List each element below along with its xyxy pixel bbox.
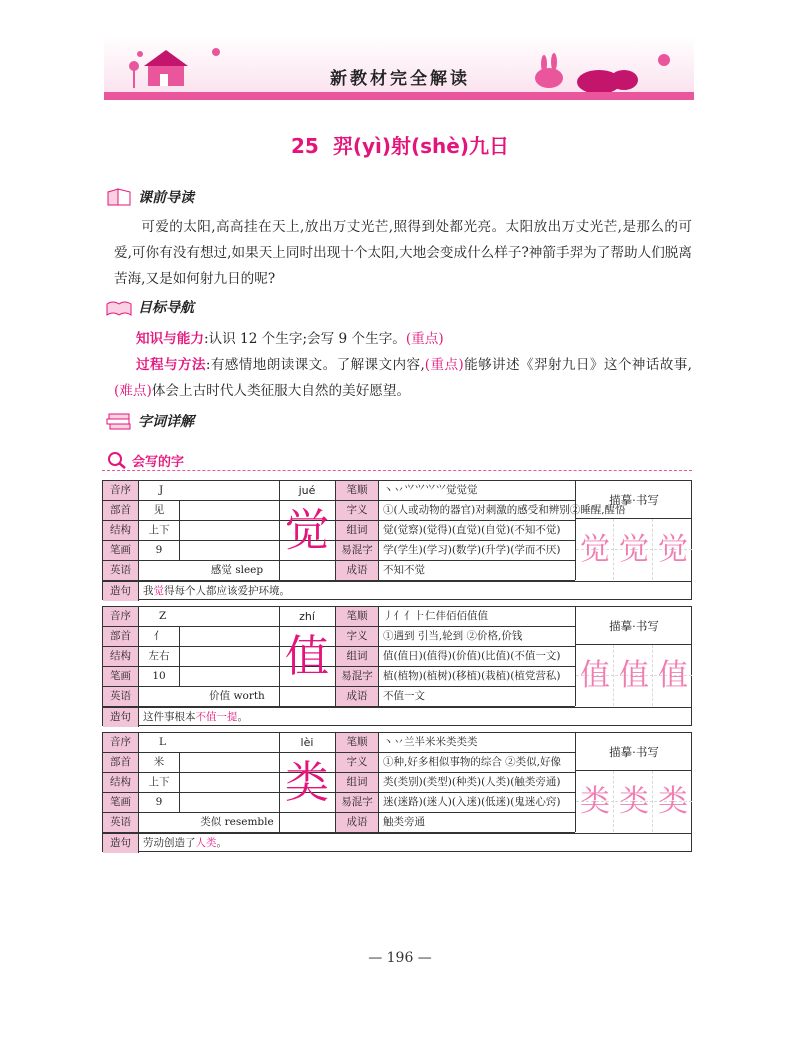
- writing-chars-heading: [106, 450, 184, 470]
- row-sentence: 造句 我觉得每个人都应该爱护环境。: [103, 581, 691, 601]
- goal-line-1: [114, 326, 692, 352]
- practice-grid[interactable]: 描摹·书写 值 值 值: [575, 607, 692, 706]
- char-card-lei: 音序 L 笔顺 丶丷兰半米米类类类 lèi 部首 米 字义 ①种,好多相似事物的综合 ②类似,好像 结构 上下 组词 类(类别)(类型)(种类)(人类)(触类旁通) 笔画 9 易混字 迷(迷路)(迷人)(入迷)(低迷)(鬼迷心窍) 英语 类似 resemble 成语 触类旁通 造句 劳动创造了人类。 类 描摹·书写 类 类 类: [102, 732, 692, 852]
- row-pinyin: 音序 J 笔顺 丶丷⺍⺍⺍⺍觉觉觉: [103, 481, 575, 501]
- lesson-number: 25: [290, 134, 319, 158]
- goal-text-process-b: 能够讲述《羿射九日》这个神话故事,: [463, 357, 693, 373]
- char-pinyin: zhí: [299, 610, 315, 623]
- goal-text-process-c: 体会上古时代人类征服大自然的美好愿望。: [151, 383, 411, 399]
- row-bushou: 部首 见 字义 ①(人或动物的器官)对刺激的感受和辨别②睡醒,醒悟: [103, 501, 575, 521]
- goal-label-knowledge: 知识与能力: [136, 331, 204, 347]
- char-large: 值: [285, 631, 329, 682]
- open-book-icon: [106, 296, 132, 318]
- char-card-jue: [102, 480, 692, 600]
- goal-text-process-a: :有感情地朗读课文。了解课文内容,: [205, 357, 425, 373]
- char-large: 觉: [285, 505, 329, 556]
- header-bar: [104, 92, 694, 100]
- page-number: — 196 —: [368, 950, 432, 966]
- goal-tag-difficult: (难点): [114, 383, 152, 399]
- char-pinyin: jué: [298, 484, 316, 497]
- practice-grid[interactable]: 描摹·书写 觉 觉 觉: [575, 481, 692, 580]
- book-title: 新教材完全解读: [330, 69, 470, 89]
- row-jiegou: 结构 上下 组词 觉(觉察)(觉得)(直觉)(自觉)(不知不觉): [103, 521, 575, 541]
- books-stack-icon: [106, 410, 132, 432]
- words-heading-text: 字词详解: [138, 414, 194, 430]
- row-english: 英语 感觉 sleep 成语 不知不觉: [103, 561, 575, 581]
- goals-heading: [106, 296, 194, 318]
- goal-label-process: 过程与方法: [136, 357, 206, 373]
- magnifier-icon: [106, 450, 128, 470]
- lesson-title: [0, 130, 800, 159]
- preview-heading-text: 课前导读: [138, 190, 194, 206]
- goal-text-knowledge: :认识 12 个生字;会写 9 个生字。: [203, 331, 406, 347]
- practice-grid[interactable]: 描摹·书写 类 类 类: [575, 733, 692, 832]
- words-heading: [106, 410, 194, 432]
- book-icon: [106, 186, 132, 208]
- writing-chars-heading-text: 会写的字: [132, 454, 185, 470]
- goal-tag-key-2: (重点): [424, 357, 464, 373]
- lesson-name: 羿(yì)射(shè)九日: [332, 134, 509, 158]
- row-bihua: 笔画 9 易混字 学(学生)(学习)(数学)(升学)(学而不厌): [103, 541, 575, 561]
- preview-heading: [106, 186, 194, 208]
- heading-divider: [102, 470, 692, 472]
- char-card-zhi: 音序 Z 笔顺 丿亻亻⺊仁仹佰佰值值 zhí 部首 亻 字义 ①遇到 引当,轮到 ②价格,价钱 结构 左右 组词 值(值日)(值得)(价值)(比值)(不值一文) 笔画 10 易混字 植(植物)(植树)(移植)(栽植)(植党营私) 英语 价值 worth 成语 不值一文 造句 这件事根本不值一提。 值 描摹·书写 值 值 值: [102, 606, 692, 726]
- goal-line-2: [114, 352, 692, 404]
- char-large: 类: [285, 757, 329, 808]
- char-pinyin: lèi: [300, 736, 314, 749]
- goal-tag-key: (重点): [405, 331, 444, 347]
- goals-heading-text: 目标导航: [138, 300, 194, 316]
- preview-text: 可爱的太阳,高高挂在天上,放出万丈光芒,照得到处都光亮。太阳放出万丈光芒,是那么的可爱,可你有没有想过,如果天上同时出现十个太阳,大地会变成什么样子?神箭手羿为了帮助人们脱离苦海,又是如何射九日的呢?: [114, 219, 692, 287]
